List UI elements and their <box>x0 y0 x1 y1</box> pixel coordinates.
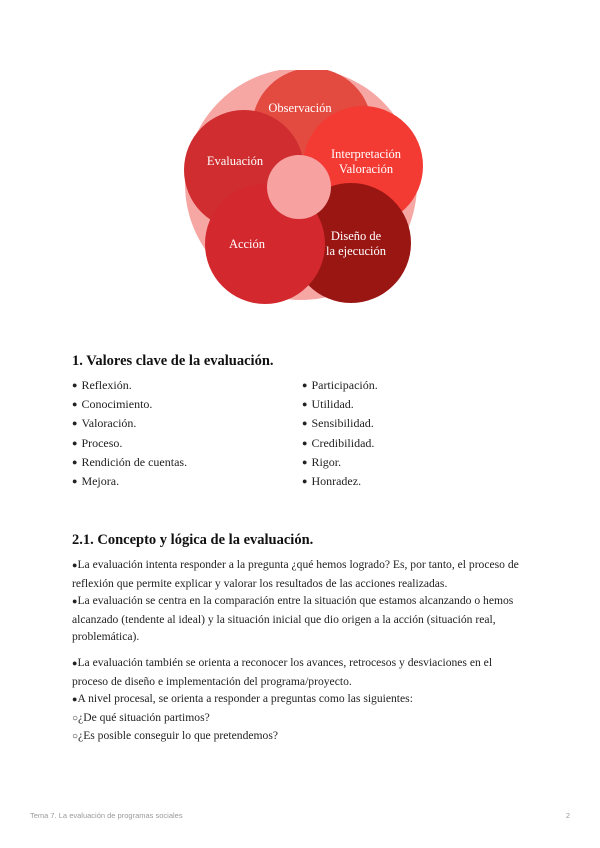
paragraph-4 <box>72 690 528 709</box>
paragraph-text: A nivel procesal, se orienta a responder a preguntas como las siguientes: <box>77 692 413 706</box>
page-number: 2 <box>565 811 570 820</box>
paragraph-text: La evaluación intenta responder a la pregunta ¿qué hemos logrado? Es, por tanto, el proceso de reflexión que permite explicar y valorar los resultados de las acciones realizadas. <box>72 558 519 590</box>
label-accion: Acción <box>228 237 266 251</box>
cycle-svg <box>170 70 430 310</box>
list-item: ● Valoración. <box>72 414 302 433</box>
section1-heading: 1. Valores clave de la evaluación. <box>72 353 274 369</box>
section2-heading: 2.1. Concepto y lógica de la evaluación. <box>72 532 314 548</box>
list-item: ● Participación. <box>302 376 532 395</box>
label-observacion: Observación <box>268 101 332 115</box>
question-1 <box>72 709 528 728</box>
list-item: ● Reflexión. <box>72 376 302 395</box>
paragraph-3 <box>72 654 528 690</box>
evaluation-cycle-diagram <box>170 70 430 310</box>
list-item: ● Rigor. <box>302 453 532 472</box>
list-item: ● Honradez. <box>302 472 532 491</box>
paragraph-2 <box>72 592 528 646</box>
paragraph-1 <box>72 556 528 592</box>
list-item: ● Mejora. <box>72 472 302 491</box>
list-item: ● Utilidad. <box>302 395 532 414</box>
footer-title: Tema 7. La evaluación de programas sociales <box>30 811 183 820</box>
question-text: ¿Es posible conseguir lo que pretendemos? <box>78 729 278 743</box>
values-lists <box>72 376 532 491</box>
list-item: ● Proceso. <box>72 434 302 453</box>
label-interpretacion-2: Valoración <box>338 162 394 176</box>
list-item: ● Credibilidad. <box>302 434 532 453</box>
section2-body <box>72 556 528 746</box>
values-left-column <box>72 376 302 491</box>
paragraph-text: La evaluación se centra en la comparación entre la situación que estamos alcanzando o hemos alcanzado (tendente al ideal) y la situación inicial que dio origen a la acción (situación real, problemática). <box>72 594 514 644</box>
page-footer <box>30 811 570 820</box>
list-item: ● Conocimiento. <box>72 395 302 414</box>
list-item: ● Sensibilidad. <box>302 414 532 433</box>
list-item: ● Rendición de cuentas. <box>72 453 302 472</box>
values-right-column <box>302 376 532 491</box>
label-interpretacion-1: Interpretación <box>330 147 402 161</box>
label-evaluacion: Evaluación <box>206 154 264 168</box>
question-2 <box>72 727 528 746</box>
center-circle <box>267 155 331 219</box>
question-text: ¿De qué situación partimos? <box>78 710 210 724</box>
label-diseno-1: Diseño de <box>330 229 382 243</box>
paragraph-text: La evaluación también se orienta a reconocer los avances, retrocesos y desviaciones en el proceso de diseño e implementación del programa/proyecto. <box>72 655 493 688</box>
label-diseno-2: la ejecución <box>325 244 387 258</box>
